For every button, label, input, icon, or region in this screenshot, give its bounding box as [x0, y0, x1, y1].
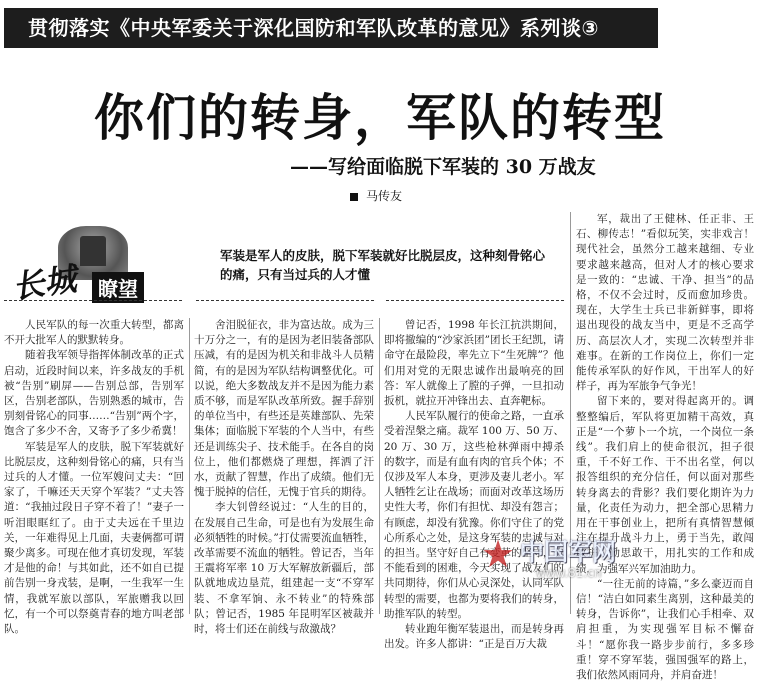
- paragraph: 人民军队的每一次重大转型，都离不开大批军人的默默转身。: [4, 319, 184, 347]
- paragraph: 李大钊曾经说过：“人生的目的，在发展自己生命，可是也有为发展生命必须牺牲的时候。”打仗需要流血牺牲，改革需要不流血的牺牲。曾记否，当年王震将军率 10 万大军解放新疆后，部队就地成边垦荒，组建起一支“不穿军装、不拿军饷、永不转业”的特殊部队；曾记否，1985 年昆明军区被裁并时，将士们还在前线与敌激战？: [194, 501, 374, 636]
- author-name: 马传友: [366, 189, 403, 203]
- paragraph: 舍泪脱征衣，非为富达故。成为三十万分之一，有的是因为老旧装备部队压减，有的是因为机关和非战斗人员精简，有的是因为军队结构调整优化。可以说，绝大多数战友并不是因为能力素质不够，而是军队改革所致。握手辞别的单位当中，有些还是英雄部队、先荣集体；面临脱下军装的个人当中，有些还是训练尖子、技术能手。在各自的岗位上，他们都燃烧了理想，挥洒了汗水，贡献了智慧，作出了成绩。他们无愧于脱掉的信任，无愧于官兵的期待。: [194, 319, 374, 499]
- byline: [350, 187, 402, 204]
- column-rule: [189, 318, 190, 614]
- watermark-site-name: 中国军网: [520, 538, 616, 566]
- logo-watch-text: 瞭望: [92, 272, 144, 303]
- divider: [386, 300, 564, 302]
- watermark-url: www.81.cn: [536, 566, 602, 580]
- column-logo: [8, 222, 173, 307]
- divider: [4, 300, 182, 302]
- headline: 你们的转身，军队的转型: [94, 89, 666, 147]
- divider: [196, 300, 374, 302]
- article-column-2: [194, 318, 374, 636]
- paragraph: 曾记否，1998 年长江抗洪期间，即将撤编的“沙家浜团”团长王纪凯，请命守在最险段，率先立下“生死牌”？他们用对党的无限忠诚作出最响亮的回答：军人就像上了膛的子弹，一旦扣动扳机，就拉开冲锋出去、直奔靶标。: [384, 319, 564, 408]
- paragraph: 人民军队履行的使命之路，一直承受着涅槃之痛。裁军 100 万、50 万、20 万、30 万，这些枪林弹雨中搏杀的数字，而是有血有肉的官兵个体；不仅涉及军人本身，更涉及妻儿老小。军人牺牲乞让在战场；而面对改革这场历史性大考，你们有担忧、却没有怨言；有顾虑，却没有犹豫。你们守住了的党心所系心之处，是这身军装的忠诚与对的担当。坚守好自己有变革的坚守，也不能看到的困难，今天实现了战友们的共同期待，你们从心灵深处，认同军队转型的需要，也都为要将我们的转身，助推军队的转型。: [384, 410, 564, 620]
- pull-quote: 军装是军人的皮肤，脱下军装就好比脱层皮，这种刻骨铭心的痛，只有当过兵的人才懂: [220, 248, 546, 282]
- site-watermark: [478, 522, 688, 588]
- paragraph: 军，裁出了王健林、任正非、王石、柳传志！”看似玩笑，实非戏言！现代社会，虽然分工越来越细、专业要求越来越高，但对人才的核心要求是一致的：“忠诚、干净、担当”的品格，不仅不会过时，反而愈加珍贵。现在，大学生士兵已非新鲜事，即将退出现役的战友当中，更是不乏高学历、高层次人才，实现二次转型并非难事。在新的工作岗位上，你们一定能传承军队的好作风，干出军人的好样子，再为军旅争气争光！: [576, 213, 754, 393]
- logo-script-text: 长城: [9, 259, 79, 307]
- paragraph: “一往无前的诗篇，”多么豪迈而自信！“洁白如同素生离别，这种最美的转身，告诉你”，让我们心手相牵、双肩担重，为实现强军目标不懈奋斗！“愿你我一路步步前行，多多珍重！穿不穿军装，强国强军的路上，我们依然风雨同舟，并肩奋进！: [576, 577, 754, 682]
- paragraph: 留下来的，要对得起离开的。调整整编后，军队将更加精干高效，真正是“一个萝卜一个坑，一个岗位一条线”。我们肩上的使命很沉，担子很重，千不好工作、干不出名堂，何以报答组织的充分信任，何以面对那些转身离去的背影？我们要化期许为力量，化责任为动力，把全部心思精力用在干事创业上，把所有真情智慧倾注在提升战斗力上，勇于当先，敢闯敢拼，勤思敢干，用扎实的工作和成绩，为强军兴军加油助力。: [576, 395, 754, 575]
- series-banner: 贯彻落实《中央军委关于深化国防和军队改革的意见》系列谈③: [4, 8, 658, 48]
- subtitle: ——写给面临脱下军装的 30 万战友: [290, 156, 596, 178]
- article-column-1: [4, 318, 184, 636]
- army-star-icon: ★: [480, 532, 516, 576]
- paragraph: 军装是军人的皮肤，脱下军装就好比脱层皮，这种刻骨铭心的痛，只有当过兵的人才懂。一位军嫂问丈夫：“回家了，千嘛还天天穿个军装？”丈夫答道：“我抽过段日子穿不着了！”妻子一听泪眼眶红了。由于丈夫远在千里边关，一年难得见上几面，夫妻俩都可谓聚少离多。可现在他才真切发现，军装才是他的命！与其如此，还不如自已提前告别一身戎装，是啊，一生我军一生情，我就军旅以部队，军旅赠我以回忆，有一个可以祭奠青春的地方叫老部队。: [4, 440, 184, 636]
- byline-square-icon: [350, 193, 358, 201]
- paragraph: 转业跑年衡军装退出，而是转身再出发。许多人都讲：“正是百万大裁: [384, 623, 564, 651]
- column-rule: [379, 318, 380, 614]
- paragraph: 随着我军领导指挥体制改革的正式启动，近段时间以来，许多战友的手机被“告别”刷屏——告别总部，告别军区，告别老部队，告别熟悉的城市，告别刻骨铭心的同事……“告别”两个字，饱含了多少不舍，又寄予了多少希冀！: [4, 349, 184, 438]
